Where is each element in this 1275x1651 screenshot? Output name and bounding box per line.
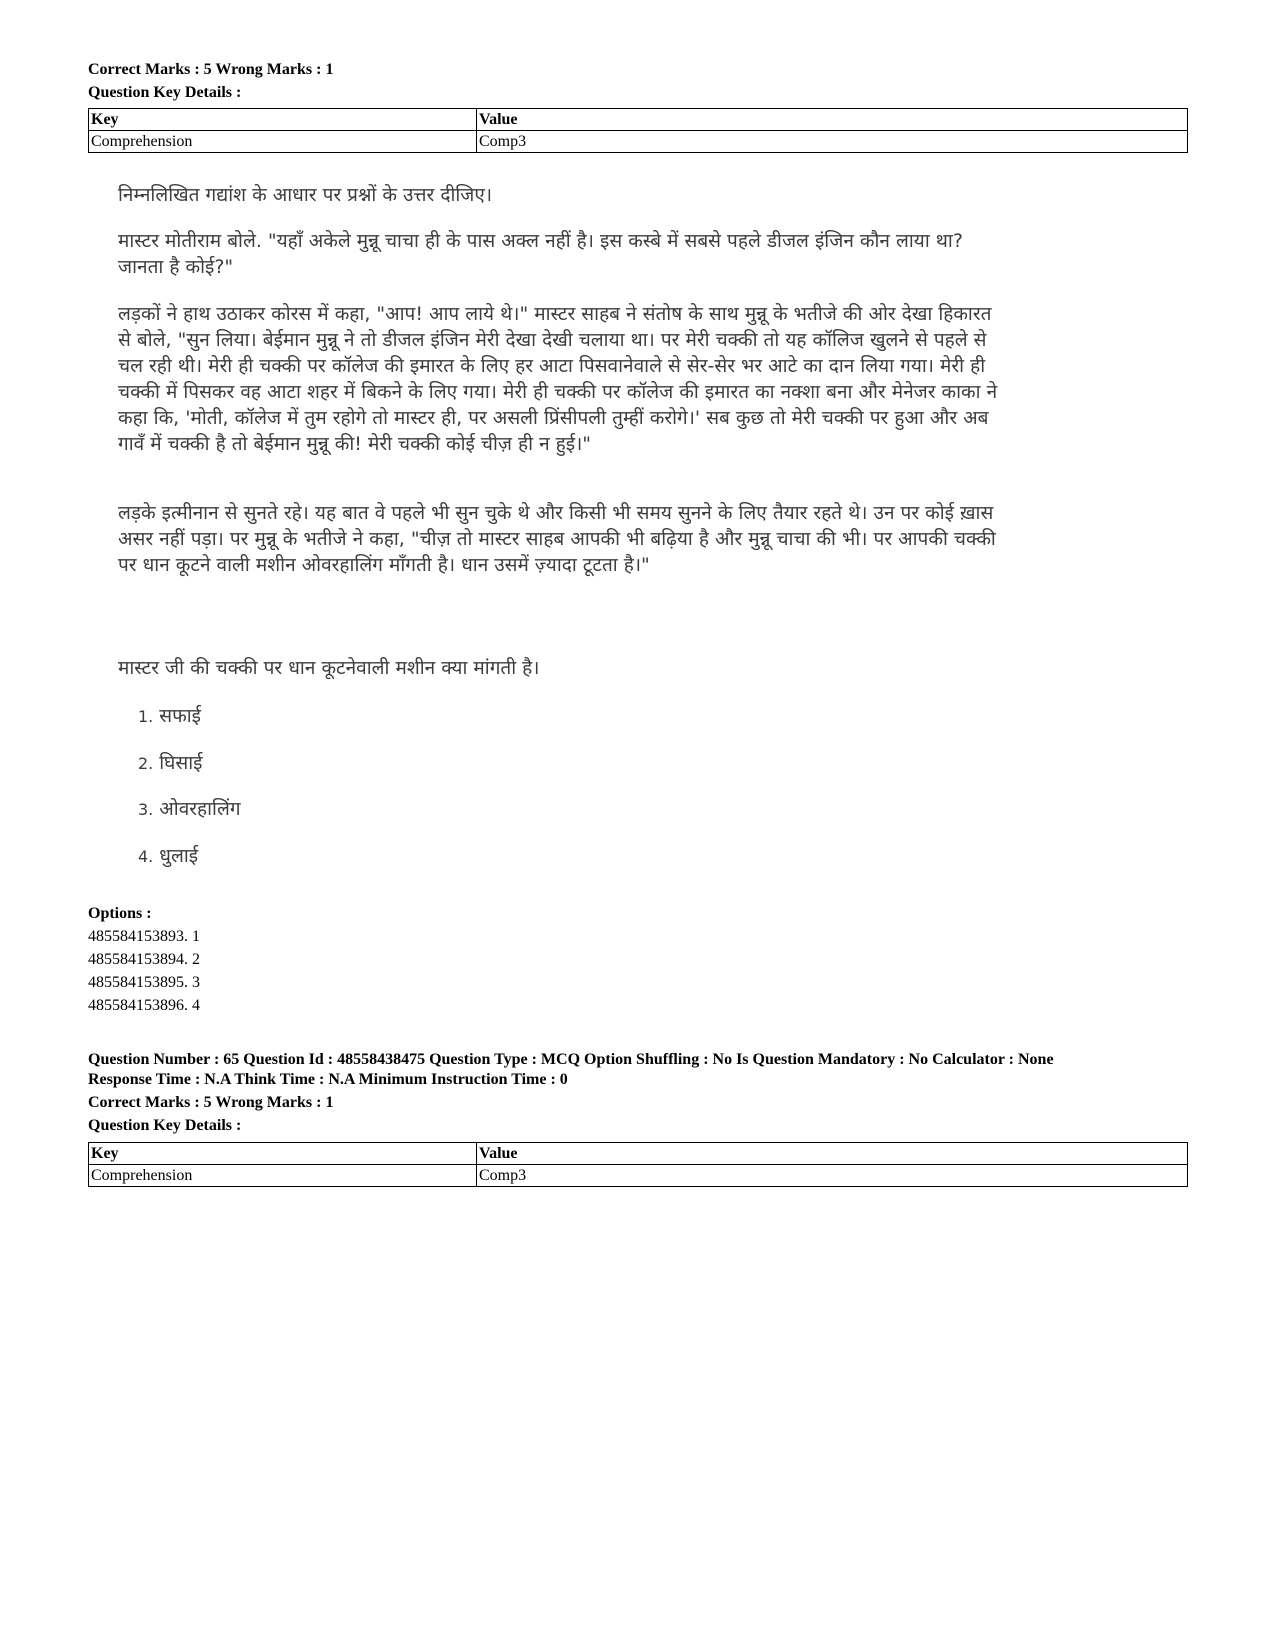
options-label: Options : — [88, 905, 152, 922]
table-header-value: Value — [477, 1143, 1188, 1165]
passage-paragraph-1: मास्टर मोतीराम बोले. "यहाँ अकेले मुन्नू चाचा ही के पास अक्ल नहीं है। इस कस्बे में सबसे पहले डीजल इंजिन कौन लाया था? जानता है कोई?" — [118, 230, 963, 278]
q64-key-table — [88, 108, 1188, 153]
choice-number: 2. — [138, 754, 154, 773]
passage-paragraph-2: लड़कों ने हाथ उठाकर कोरस में कहा, "आप! आप लाये थे।" मास्टर साहब ने संतोष के साथ मुन्नू के भतीजे की ओर देखा हिकारत से बोले, "सुन लिया। बेईमान मुन्नू ने तो डीजल इंजिन मेरी देखा देखी चलाया था। पर मेरी चक्की तो यह कॉलिज खुलने से पहले से चल रही थी। मेरी ही चक्की पर कॉलेज की इमारत के लिए हर आटा पिसवानेवाले से सेर-सेर भर आटे का दान लिया गया। मेरी ही चक्की में पिसकर वह आटा शहर में बिकने के लिए गया। मेरी ही चक्की पर कॉलेज की इमारत का नक्शा बना और मेनेजर काका ने कहा कि, 'मोती, कॉलेज में तुम रहोगे तो मास्टर ही, पर असली प्रिंसीपली तुम्हीं करोगे।' सब कुछ तो मेरी चक्की पर हुआ और अब गावँ में चक्की है तो बेईमान मुन्नू की! मेरी चक्की कोई चीज़ ही न हुई।" — [118, 303, 998, 455]
choice-number: 1. — [138, 707, 154, 726]
table-header-key: Key — [89, 1143, 477, 1165]
q65-marks: Correct Marks : 5 Wrong Marks : 1 — [88, 1094, 334, 1111]
choice-text: सफाई — [159, 705, 202, 727]
q65-key-table — [88, 1142, 1188, 1187]
table-cell-value: Comp3 — [477, 131, 1188, 153]
q64-marks: Correct Marks : 5 Wrong Marks : 1 — [88, 61, 334, 78]
choice-number: 3. — [138, 800, 154, 819]
option-item-4: 485584153896. 4 — [88, 997, 200, 1014]
table-header-value: Value — [477, 109, 1188, 131]
table-row — [89, 131, 1188, 153]
table-cell-key: Comprehension — [89, 1165, 477, 1187]
passage-instruction: निम्नलिखित गद्यांश के आधार पर प्रश्नों के उत्तर दीजिए। — [118, 184, 493, 206]
choice-number: 4. — [138, 847, 154, 866]
table-row — [89, 1165, 1188, 1187]
q65-info-line-1: Question Number : 65 Question Id : 48558438475 Question Type : MCQ Option Shuffling : No Is Question Mandatory : No Calculator : None — [88, 1051, 1054, 1068]
q65-key-details-label: Question Key Details : — [88, 1117, 242, 1134]
choice-4 — [138, 842, 198, 868]
passage-paragraph-3: लड़के इत्मीनान से सुनते रहे। यह बात वे पहले भी सुन चुके थे और किसी भी समय सुनने के लिए तैयार रहते थे। उन पर कोई ख़ास असर नहीं पड़ा। पर मुन्नू के भतीजे ने कहा, "चीज़ तो मास्टर साहब आपकी भी बढ़िया है और मुन्नू चाचा की भी। पर आपकी चक्की पर धान कूटने वाली मशीन ओवरहालिंग माँगती है। धान उसमें ज़्यादा टूटता है।" — [118, 502, 996, 576]
choice-3 — [138, 795, 241, 821]
choice-1 — [138, 702, 201, 728]
choice-text: धुलाई — [159, 845, 199, 867]
option-item-1: 485584153893. 1 — [88, 928, 200, 945]
option-item-2: 485584153894. 2 — [88, 951, 200, 968]
q65-info-line-2: Response Time : N.A Think Time : N.A Minimum Instruction Time : 0 — [88, 1071, 568, 1088]
choice-text: ओवरहालिंग — [159, 798, 241, 820]
choice-text: घिसाई — [159, 752, 203, 774]
table-header-row — [89, 109, 1188, 131]
table-header-key: Key — [89, 109, 477, 131]
table-cell-value: Comp3 — [477, 1165, 1188, 1187]
q64-key-details-label: Question Key Details : — [88, 84, 242, 101]
option-item-3: 485584153895. 3 — [88, 974, 200, 991]
table-cell-key: Comprehension — [89, 131, 477, 153]
table-header-row — [89, 1143, 1188, 1165]
choice-2 — [138, 749, 203, 775]
question-text: मास्टर जी की चक्की पर धान कूटनेवाली मशीन क्या मांगती है। — [118, 657, 540, 679]
